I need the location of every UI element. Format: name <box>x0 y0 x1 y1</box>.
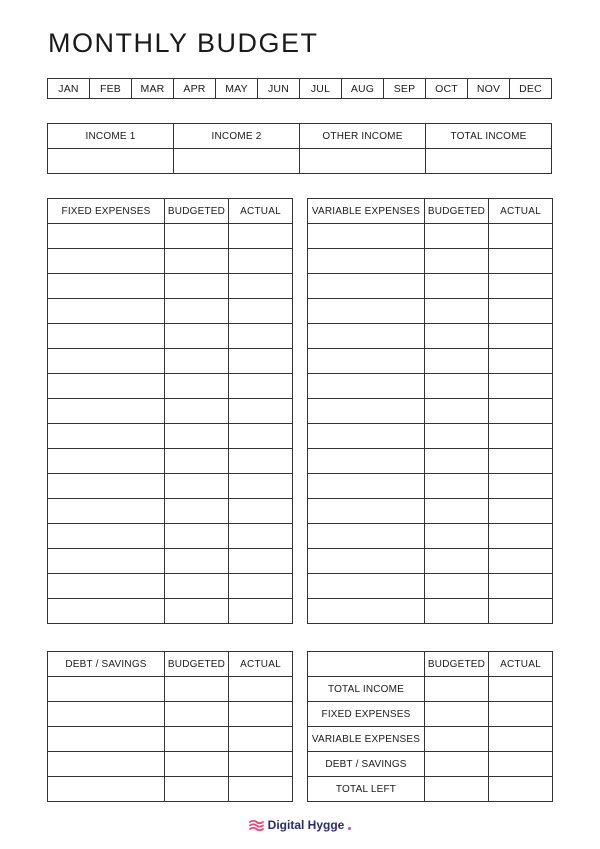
entry-name-cell[interactable] <box>48 224 165 249</box>
entry-row <box>48 549 293 574</box>
entry-row <box>308 474 553 499</box>
entry-row <box>308 549 553 574</box>
budgeted-header: BUDGETED <box>165 199 229 224</box>
summary-row-fixed-expenses <box>308 702 553 727</box>
month-cell-jul[interactable]: JUL <box>300 79 342 99</box>
entry-name-cell[interactable] <box>308 449 425 474</box>
actual-cell[interactable] <box>489 374 553 399</box>
brand-dot <box>348 827 351 830</box>
budgeted-cell[interactable] <box>165 777 229 802</box>
actual-cell[interactable] <box>489 524 553 549</box>
entry-row <box>308 374 553 399</box>
actual-cell[interactable] <box>489 549 553 574</box>
entry-name-cell[interactable] <box>308 549 425 574</box>
entry-name-cell[interactable] <box>308 324 425 349</box>
entry-name-cell[interactable] <box>308 399 425 424</box>
entry-row <box>48 249 293 274</box>
entry-row <box>48 702 293 727</box>
entry-name-cell[interactable] <box>308 424 425 449</box>
entry-row <box>48 374 293 399</box>
actual-cell[interactable] <box>229 349 293 374</box>
entry-row <box>48 424 293 449</box>
entry-row <box>308 324 553 349</box>
variable-expenses-table <box>307 198 553 624</box>
summary-row-debt-savings <box>308 752 553 777</box>
entry-row <box>308 249 553 274</box>
entry-name-cell[interactable] <box>48 349 165 374</box>
entry-name-cell[interactable] <box>48 449 165 474</box>
actual-cell[interactable] <box>229 702 293 727</box>
actual-cell[interactable] <box>489 677 553 702</box>
summary-row-total-left <box>308 777 553 802</box>
budgeted-cell[interactable] <box>425 224 489 249</box>
entry-row <box>48 727 293 752</box>
actual-cell[interactable] <box>489 349 553 374</box>
actual-cell[interactable] <box>489 599 553 624</box>
month-cell-jan[interactable]: JAN <box>48 79 90 99</box>
income-1-field[interactable] <box>48 149 174 174</box>
entry-name-cell[interactable] <box>48 777 165 802</box>
entry-row <box>48 499 293 524</box>
entry-row <box>308 574 553 599</box>
budgeted-cell[interactable] <box>425 299 489 324</box>
entry-row <box>308 424 553 449</box>
actual-cell[interactable] <box>229 399 293 424</box>
budgeted-cell[interactable] <box>165 524 229 549</box>
budgeted-cell[interactable] <box>165 499 229 524</box>
actual-cell[interactable] <box>229 549 293 574</box>
fixed-expenses-header: FIXED EXPENSES <box>48 199 165 224</box>
entry-name-cell[interactable] <box>308 599 425 624</box>
actual-cell[interactable] <box>229 777 293 802</box>
actual-cell[interactable] <box>489 274 553 299</box>
entry-row <box>308 399 553 424</box>
month-cell-nov[interactable]: NOV <box>468 79 510 99</box>
debt-savings-body <box>48 677 293 802</box>
month-selector <box>47 78 552 99</box>
entry-row <box>48 524 293 549</box>
entry-name-cell[interactable] <box>48 549 165 574</box>
entry-row <box>48 274 293 299</box>
summary-row-total-income <box>308 677 553 702</box>
month-cell-aug[interactable]: AUG <box>342 79 384 99</box>
month-cell-mar[interactable]: MAR <box>132 79 174 99</box>
budgeted-cell[interactable] <box>165 599 229 624</box>
entry-row <box>308 449 553 474</box>
entry-name-cell[interactable] <box>48 399 165 424</box>
budgeted-cell[interactable] <box>425 249 489 274</box>
entry-row <box>48 349 293 374</box>
entry-row <box>48 299 293 324</box>
entry-name-cell[interactable] <box>48 677 165 702</box>
budgeted-cell[interactable] <box>165 349 229 374</box>
budgeted-cell[interactable] <box>165 299 229 324</box>
entry-name-cell[interactable] <box>308 299 425 324</box>
entry-name-cell[interactable] <box>48 424 165 449</box>
budgeted-cell[interactable] <box>165 249 229 274</box>
budgeted-header: BUDGETED <box>165 652 229 677</box>
month-row <box>48 79 552 99</box>
budgeted-cell[interactable] <box>425 474 489 499</box>
total-income-field[interactable] <box>426 149 552 174</box>
actual-cell[interactable] <box>489 777 553 802</box>
budgeted-cell[interactable] <box>425 499 489 524</box>
actual-cell[interactable] <box>489 752 553 777</box>
actual-cell[interactable] <box>489 474 553 499</box>
entry-row <box>48 777 293 802</box>
summary-label: TOTAL LEFT <box>308 777 425 802</box>
entry-row <box>48 599 293 624</box>
budgeted-cell[interactable] <box>425 274 489 299</box>
summary-label: FIXED EXPENSES <box>308 702 425 727</box>
entry-row <box>48 474 293 499</box>
month-cell-dec[interactable]: DEC <box>510 79 552 99</box>
actual-cell[interactable] <box>229 677 293 702</box>
actual-cell[interactable] <box>489 574 553 599</box>
entry-name-cell[interactable] <box>308 574 425 599</box>
budgeted-cell[interactable] <box>165 424 229 449</box>
entry-row <box>48 449 293 474</box>
actual-cell[interactable] <box>229 249 293 274</box>
income-header-row <box>48 124 552 149</box>
actual-cell[interactable] <box>489 449 553 474</box>
budgeted-cell[interactable] <box>425 424 489 449</box>
actual-cell[interactable] <box>229 224 293 249</box>
total-income-header: TOTAL INCOME <box>426 124 552 149</box>
budgeted-cell[interactable] <box>165 574 229 599</box>
entry-row <box>308 349 553 374</box>
entry-name-cell[interactable] <box>308 349 425 374</box>
entry-name-cell[interactable] <box>48 727 165 752</box>
entry-name-cell[interactable] <box>48 474 165 499</box>
entry-name-cell[interactable] <box>48 274 165 299</box>
brand-logo <box>0 818 600 832</box>
debt-savings-header-row <box>48 652 293 677</box>
budgeted-cell[interactable] <box>425 399 489 424</box>
budgeted-cell[interactable] <box>165 224 229 249</box>
actual-cell[interactable] <box>229 524 293 549</box>
actual-cell[interactable] <box>229 424 293 449</box>
budgeted-cell[interactable] <box>425 549 489 574</box>
summary-header-row <box>308 652 553 677</box>
month-cell-sep[interactable]: SEP <box>384 79 426 99</box>
actual-cell[interactable] <box>229 499 293 524</box>
budgeted-cell[interactable] <box>165 449 229 474</box>
actual-cell[interactable] <box>489 499 553 524</box>
actual-cell[interactable] <box>229 599 293 624</box>
variable-expenses-body <box>308 224 553 624</box>
actual-cell[interactable] <box>229 299 293 324</box>
actual-cell[interactable] <box>229 324 293 349</box>
entry-name-cell[interactable] <box>48 374 165 399</box>
income-1-header: INCOME 1 <box>48 124 174 149</box>
budgeted-cell[interactable] <box>165 374 229 399</box>
budgeted-cell[interactable] <box>425 524 489 549</box>
budgeted-cell[interactable] <box>425 574 489 599</box>
summary-label: DEBT / SAVINGS <box>308 752 425 777</box>
entry-name-cell[interactable] <box>308 474 425 499</box>
actual-cell[interactable] <box>489 224 553 249</box>
actual-cell[interactable] <box>229 474 293 499</box>
entry-name-cell[interactable] <box>308 524 425 549</box>
summary-label: TOTAL INCOME <box>308 677 425 702</box>
actual-cell[interactable] <box>489 324 553 349</box>
entry-row <box>308 299 553 324</box>
entry-name-cell[interactable] <box>48 752 165 777</box>
entry-name-cell[interactable] <box>308 499 425 524</box>
budgeted-cell[interactable] <box>165 549 229 574</box>
entry-name-cell[interactable] <box>308 374 425 399</box>
entry-name-cell[interactable] <box>308 224 425 249</box>
budgeted-cell[interactable] <box>165 677 229 702</box>
budgeted-cell[interactable] <box>425 677 489 702</box>
page-title: MONTHLY BUDGET <box>48 28 319 58</box>
actual-cell[interactable] <box>489 399 553 424</box>
income-table <box>47 123 552 174</box>
actual-cell[interactable] <box>229 449 293 474</box>
month-cell-oct[interactable]: OCT <box>426 79 468 99</box>
budgeted-cell[interactable] <box>425 374 489 399</box>
budgeted-cell[interactable] <box>425 752 489 777</box>
waves-icon <box>249 819 264 831</box>
entry-name-cell[interactable] <box>308 249 425 274</box>
actual-cell[interactable] <box>489 249 553 274</box>
entry-row <box>48 399 293 424</box>
summary-row-variable-expenses <box>308 727 553 752</box>
actual-cell[interactable] <box>229 752 293 777</box>
budgeted-cell[interactable] <box>165 752 229 777</box>
entry-row <box>48 752 293 777</box>
budgeted-header: BUDGETED <box>425 199 489 224</box>
budgeted-cell[interactable] <box>425 727 489 752</box>
entry-name-cell[interactable] <box>48 249 165 274</box>
actual-cell[interactable] <box>489 299 553 324</box>
entry-row <box>48 324 293 349</box>
income-2-header: INCOME 2 <box>174 124 300 149</box>
entry-name-cell[interactable] <box>48 499 165 524</box>
actual-cell[interactable] <box>229 574 293 599</box>
month-cell-jun[interactable]: JUN <box>258 79 300 99</box>
entry-row <box>48 574 293 599</box>
other-income-field[interactable] <box>300 149 426 174</box>
actual-header: ACTUAL <box>489 199 553 224</box>
actual-header: ACTUAL <box>229 652 293 677</box>
income-2-field[interactable] <box>174 149 300 174</box>
budgeted-cell[interactable] <box>165 274 229 299</box>
entry-name-cell[interactable] <box>48 299 165 324</box>
budgeted-cell[interactable] <box>425 777 489 802</box>
entry-name-cell[interactable] <box>48 599 165 624</box>
entry-row <box>48 677 293 702</box>
entry-row <box>308 274 553 299</box>
entry-name-cell[interactable] <box>48 574 165 599</box>
variable-expenses-header-row <box>308 199 553 224</box>
month-cell-may[interactable]: MAY <box>216 79 258 99</box>
variable-expenses-header: VARIABLE EXPENSES <box>308 199 425 224</box>
budgeted-cell[interactable] <box>425 702 489 727</box>
entry-row <box>308 524 553 549</box>
actual-header: ACTUAL <box>229 199 293 224</box>
entry-row <box>308 599 553 624</box>
entry-name-cell[interactable] <box>48 524 165 549</box>
entry-name-cell[interactable] <box>48 324 165 349</box>
month-cell-apr[interactable]: APR <box>174 79 216 99</box>
entry-name-cell[interactable] <box>308 274 425 299</box>
other-income-header: OTHER INCOME <box>300 124 426 149</box>
budgeted-cell[interactable] <box>165 474 229 499</box>
entry-name-cell[interactable] <box>48 702 165 727</box>
actual-cell[interactable] <box>229 274 293 299</box>
summary-label: VARIABLE EXPENSES <box>308 727 425 752</box>
budgeted-header: BUDGETED <box>425 652 489 677</box>
fixed-expenses-header-row <box>48 199 293 224</box>
summary-table <box>307 651 553 802</box>
budgeted-cell[interactable] <box>425 599 489 624</box>
summary-corner-cell <box>308 652 425 677</box>
budgeted-cell[interactable] <box>425 449 489 474</box>
actual-cell[interactable] <box>489 424 553 449</box>
fixed-expenses-table <box>47 198 293 624</box>
actual-cell[interactable] <box>489 727 553 752</box>
budgeted-cell[interactable] <box>425 324 489 349</box>
budgeted-cell[interactable] <box>165 727 229 752</box>
entry-row <box>308 499 553 524</box>
entry-row <box>308 224 553 249</box>
budgeted-cell[interactable] <box>165 702 229 727</box>
actual-header: ACTUAL <box>489 652 553 677</box>
actual-cell[interactable] <box>229 727 293 752</box>
actual-cell[interactable] <box>229 374 293 399</box>
debt-savings-header: DEBT / SAVINGS <box>48 652 165 677</box>
budgeted-cell[interactable] <box>425 349 489 374</box>
entry-row <box>48 224 293 249</box>
actual-cell[interactable] <box>489 702 553 727</box>
fixed-expenses-body <box>48 224 293 624</box>
debt-savings-table <box>47 651 293 802</box>
income-value-row <box>48 149 552 174</box>
budgeted-cell[interactable] <box>165 399 229 424</box>
brand-name: Digital Hygge <box>267 818 345 832</box>
budgeted-cell[interactable] <box>165 324 229 349</box>
month-cell-feb[interactable]: FEB <box>90 79 132 99</box>
